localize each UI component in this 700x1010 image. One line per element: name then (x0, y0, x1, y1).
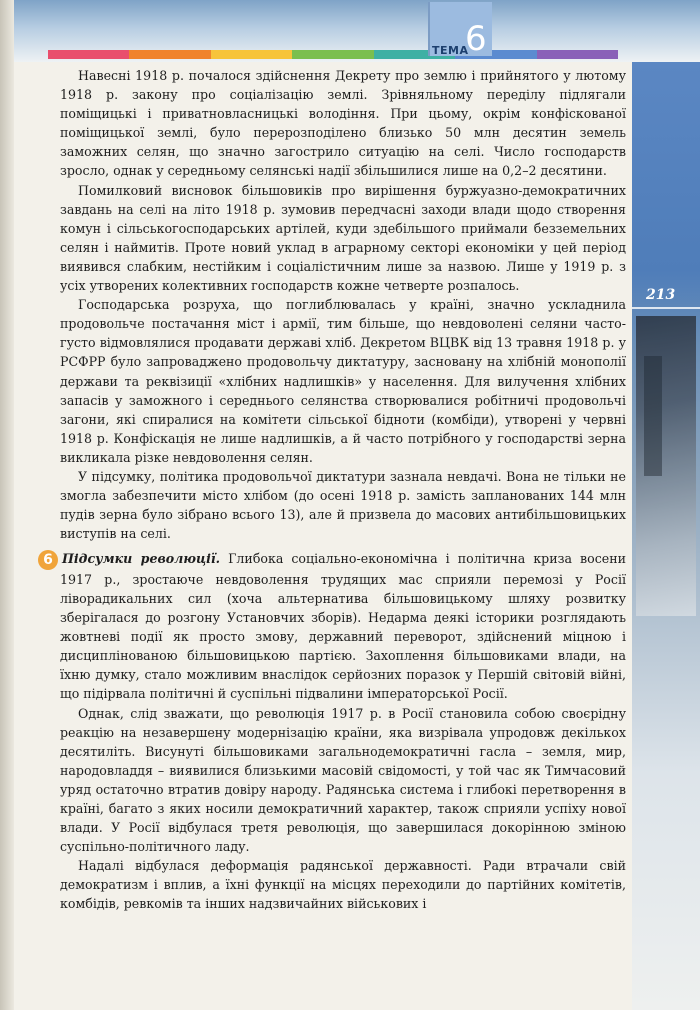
rainbow-segment (129, 50, 210, 59)
rainbow-stripe (48, 50, 618, 59)
topic-label: ТЕМА (432, 44, 469, 57)
paragraph: Господарська розруха, що поглиблювалась у країні, значно ускладнила продовольче постачання міст і армії, тим більше, що невдоволені селяни часто-густо відмовлялися продавати державі хліб. Декретом ВЦВК від 13 травня 1918 р. у РСФРР було запроваджено продовольчу диктатуру, засновану на хлібній монополії держави та реквізиції «хлібних надлишків» у населення. Для вилучення хлібних запасів у заможного і середнього селянства створювалися робітничі продовольчі загони, які спиралися на комітети сільської бідноти (комбіди), утворені у червні 1918 р. Конфіскація не лише надлишків, а й часто потрібного у господарстві зерна викликала різке невдоволення селян. (60, 297, 626, 465)
historical-photo (636, 316, 696, 616)
page-number: 213 (646, 287, 676, 303)
section-title: Підсумки революції. (62, 551, 221, 567)
topic-number: 6 (465, 19, 487, 59)
rainbow-segment (211, 50, 292, 59)
paragraph: Помилковий висновок більшовиків про вирішення буржуазно-демократичних завдань на селі на літо 1918 р. зумовив передчасні заходи влади щодо створення комун і сільськогосподарських артілей, куди здебільшого приймали безземельних селян і наймитів. Проте новий уклад в аграрному секторі економіки у цей період виявився слабким, нестійким і соціалістичним лише за назвою. Лише у 1919 р. з усіх утворених колективних господарств кожне четверте розпалось. (60, 182, 626, 294)
paragraph: Навесні 1918 р. почалося здійснення Декрету про землю і прийнятого у лютому 1918 р. закону про соціалізацію землі. Зрівняльному переділу підлягали поміщицькі і приватновласницькі володіння. При цьому, окрім конфіскованої поміщицької землі, було перерозподілено близько 50 млн десятин земель заможних селян, що значно загострило ситуацію на селі. Число господарств зросло, однак у середньому селянські надії збільшилися лише на 0,2–2 десятини. (60, 68, 626, 179)
main-text (43, 66, 626, 914)
rainbow-segment (292, 50, 373, 59)
section-paragraph (43, 549, 626, 703)
paragraph: У підсумку, політика продовольчої диктатури зазнала невдачі. Вона не тільки не змогла забезпечити місто хлібом (до осені 1918 р. замість запланованих 144 млн пудів зерна було зібрано всього 13), але й призвела до масових антибільшовицьких виступів на селі. (60, 468, 626, 542)
page-edge-shadow (0, 0, 14, 1010)
section-text: Глибока соціально-економічна і політична криза восени 1917 р., зростаюче невдоволення трудящих мас сприяли перемозі у Росії ліворадикальних сил (хоча альтернатива більшовицькому шляху розвитку зберігалася до розгону Установчих зборів). Недарма деякі історики розглядають жовтневі події як просто змову, державний переворот, здійснений міцною і дисциплінованою більшовицькою партією. Захоплення більшовиками влади, на їхню думку, стало можливим внаслідок серйозних поразок у Першій світовій війні, що підірвала політичні й суспільні підвалини імператорської Росії. (60, 551, 626, 702)
rainbow-segment (48, 50, 129, 59)
section-number-badge: 6 (38, 550, 58, 570)
rainbow-segment (537, 50, 618, 59)
paragraph: Однак, слід зважати, що революція 1917 р. в Росії становила собою своєрідну реакцію на незавершену модернізацію країни, яка визрівала упродовж декількох десятиліть. Висунуті більшовиками загальнодемократичні гасла – земля, мир, народовладдя – виявилися близькими масовій свідомості, у той час як Тимчасовий уряд остаточно втратив довіру народу. Радянська система і глибокі перетворення в країні, багато з яких носили демократичний характер, також сприяли успіху нової влади. У Росії відбулася третя революція, що завершилася докорінною зміною суспільно-політичного ладу. (60, 705, 626, 855)
paragraph: Надалі відбулася деформація радянської державності. Ради втрачали свій демократизм і вплив, а їхні функції на місцях переходили до партійних комітетів, комбідів, ревкомів та інших надзвичайних військових і (60, 858, 626, 912)
page-number-divider (632, 307, 700, 309)
